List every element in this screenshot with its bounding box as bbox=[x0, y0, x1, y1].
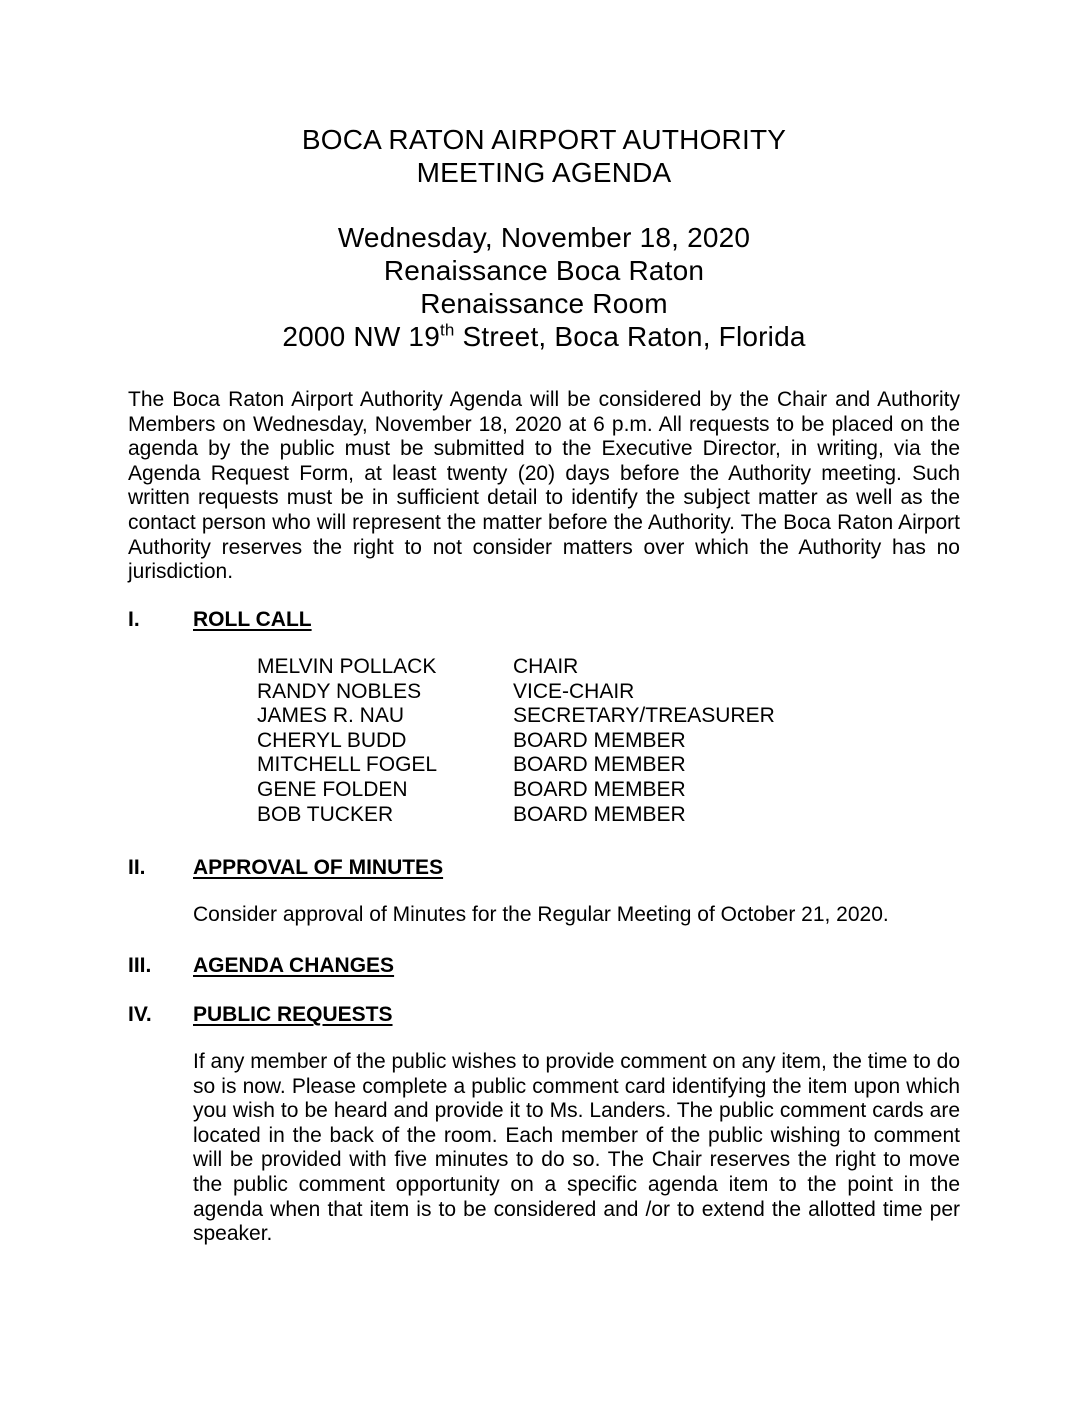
section-numeral: IV. bbox=[128, 1003, 152, 1026]
roll-call-row bbox=[257, 680, 775, 705]
member-title: SECRETARY/TREASURER bbox=[513, 704, 775, 728]
roll-call-row bbox=[257, 704, 775, 729]
document-title-block bbox=[0, 123, 1088, 189]
intro-paragraph: The Boca Raton Airport Authority Agenda will be considered by the Chair and Authority Members on Wednesday, November 18, 2020 at 6 p.m. All requests to be placed on the agenda by the public must be submitted to the Executive Director, in writing, via the Agenda Request Form, at least twenty (20) days before the Authority meeting. Such written requests must be in sufficient detail to identify the subject matter as well as the contact person who will represent the matter before the Authority. The Boca Raton Airport Authority reserves the right to not consider matters over which the Authority has no jurisdiction. bbox=[128, 388, 960, 584]
member-name: BOB TUCKER bbox=[257, 802, 394, 826]
member-name: MITCHELL FOGEL bbox=[257, 753, 438, 777]
section-heading: PUBLIC REQUESTS bbox=[193, 1003, 393, 1026]
member-title: BOARD MEMBER bbox=[513, 802, 686, 826]
title-line-1: BOCA RATON AIRPORT AUTHORITY bbox=[301, 124, 787, 155]
address-line bbox=[0, 320, 1088, 353]
roll-call-row bbox=[257, 803, 775, 828]
roll-call-list bbox=[257, 655, 775, 827]
section-heading: APPROVAL OF MINUTES bbox=[193, 856, 444, 879]
member-name: RANDY NOBLES bbox=[257, 679, 422, 703]
roll-call-row bbox=[257, 655, 775, 680]
roll-call-row bbox=[257, 753, 775, 778]
member-title: BOARD MEMBER bbox=[513, 753, 686, 777]
section-heading: AGENDA CHANGES bbox=[193, 954, 395, 977]
address-ordinal-superscript: th bbox=[439, 320, 455, 340]
member-title: CHAIR bbox=[513, 655, 579, 678]
roll-call-row bbox=[257, 729, 775, 754]
meeting-date: Wednesday, November 18, 2020 bbox=[337, 222, 751, 253]
approval-of-minutes-body: Consider approval of Minutes for the Regular Meeting of October 21, 2020. bbox=[193, 903, 889, 926]
section-heading-agenda-changes bbox=[128, 953, 394, 978]
section-numeral: II. bbox=[128, 856, 146, 879]
member-name: CHERYL BUDD bbox=[257, 728, 407, 752]
title-line-2: MEETING AGENDA bbox=[416, 157, 672, 188]
address-prefix: 2000 NW 19 bbox=[282, 321, 440, 352]
member-name: MELVIN POLLACK bbox=[257, 655, 437, 678]
roll-call-row bbox=[257, 778, 775, 803]
section-heading-roll-call bbox=[128, 607, 312, 632]
member-title: BOARD MEMBER bbox=[513, 728, 686, 752]
member-name: JAMES R. NAU bbox=[257, 704, 405, 728]
section-numeral: III. bbox=[128, 954, 152, 977]
meeting-info-block bbox=[0, 221, 1088, 353]
venue-name: Renaissance Boca Raton bbox=[383, 255, 705, 286]
section-numeral: I. bbox=[128, 608, 140, 631]
section-heading: ROLL CALL bbox=[193, 608, 312, 631]
member-title: BOARD MEMBER bbox=[513, 777, 686, 801]
member-title: VICE-CHAIR bbox=[513, 679, 635, 703]
section-heading-approval-of-minutes bbox=[128, 855, 443, 880]
room-name: Renaissance Room bbox=[420, 288, 668, 319]
section-heading-public-requests bbox=[128, 1002, 393, 1027]
public-requests-paragraph: If any member of the public wishes to provide comment on any item, the time to do so is now. Please complete a public comment card identifying the item upon which you wish to be heard and provide it to Ms. Landers. The public comment cards are located in the back of the room. Each member of the public wishing to comment will be provided with five minutes to do so. The Chair reserves the right to move the public comment opportunity on a specific agenda item to the point in the agenda when that item is to be considered and /or to extend the allotted time per speaker. bbox=[193, 1050, 960, 1246]
member-name: GENE FOLDEN bbox=[257, 777, 408, 801]
address-suffix: Street, Boca Raton, Florida bbox=[454, 321, 806, 352]
